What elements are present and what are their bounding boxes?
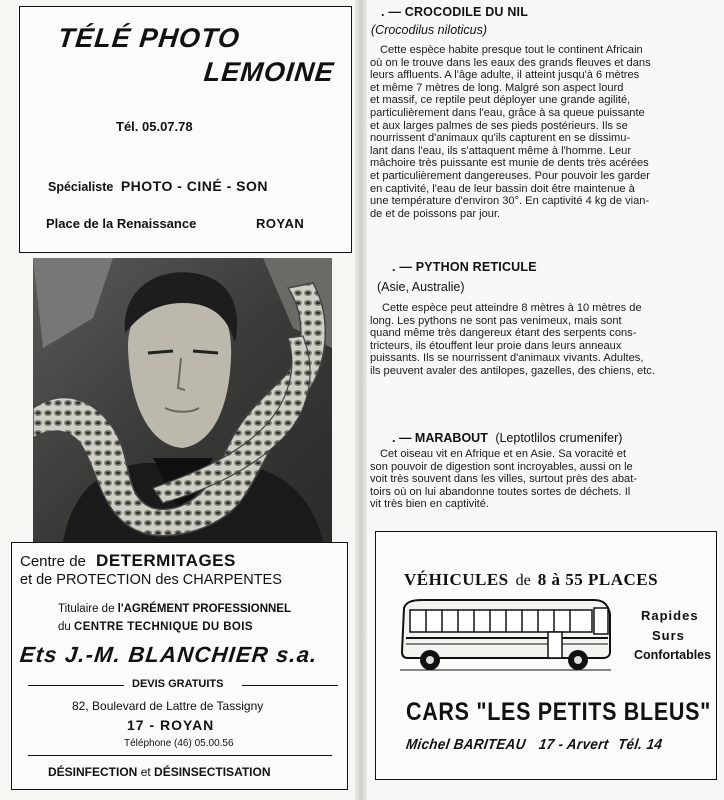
croc-line: où on le trouve dans les eaux des grands fleuves et dans <box>370 56 651 69</box>
croc-line: particulièrement dans l'eau, grâce à sa queue puissante <box>370 106 645 119</box>
ad-bus-company <box>375 531 717 780</box>
termite-bottom-rule <box>28 755 332 756</box>
termite-line1 <box>20 551 236 571</box>
termite-line2-a: PROTECTION <box>56 572 152 588</box>
bus-icon <box>398 592 613 677</box>
bus-city: 17 - Arvert <box>537 737 610 753</box>
devis-rule-right <box>242 685 338 686</box>
termite-line2-b: CHARPENTES <box>182 572 282 588</box>
marabout-text <box>370 448 707 511</box>
croc-line: de et de poissons par jour. <box>370 207 501 220</box>
croc-line: une température d'environ 30°. En captivité 4 kg de vian- <box>370 195 650 208</box>
photo-illustration <box>33 258 332 542</box>
marabout-line: son pouvoir de digestion sont incroyables, aussi on le <box>370 460 633 473</box>
termite-line2-prefix: et de <box>20 572 53 588</box>
centre-text: CENTRE TECHNIQUE DU BOIS <box>74 621 253 633</box>
specialty-prefix: Spécialiste <box>48 180 114 194</box>
footer-b: DÉSINSECTISATION <box>154 765 271 779</box>
python-line: puissants. Ils se nourrissent d'animaux vivants. Adultes, <box>370 352 644 365</box>
termite-agrement <box>58 603 291 615</box>
croc-line: nourrissent d'animaux qu'ils capturent en se dissimu- <box>370 132 631 145</box>
crocodile-text <box>370 44 707 220</box>
shop-name-line1: TÉLÉ PHOTO <box>56 23 242 53</box>
python-line: quand même très dangereux étant des serpents cons- <box>370 327 637 340</box>
devis-rule-left <box>28 685 124 686</box>
termite-address: 82, Boulevard de Lattre de Tassigny <box>72 699 264 713</box>
bus-slogan-3: Confortables <box>634 648 712 662</box>
termite-devis: DEVIS GRATUITS <box>132 678 224 690</box>
marabout-line: toirs où on lui abandonne toutes sortes de déchets. Il <box>370 485 631 498</box>
bus-company: CARS "LES PETITS BLEUS" <box>406 698 712 726</box>
python-region: (Asie, Australie) <box>377 280 465 294</box>
croc-line: Cette espèce habite presque tout le continent Africain <box>380 44 643 56</box>
termite-centre <box>58 621 253 633</box>
bus-headline <box>404 570 658 590</box>
python-text <box>370 302 707 378</box>
termite-line2 <box>20 572 282 588</box>
bus-slogan-2: Surs <box>652 628 685 643</box>
termite-line2-mid: des <box>155 572 179 588</box>
croc-line: et particulièrement dangereuses. Pour pouvoir les garder <box>370 169 650 182</box>
croc-line: mâchoire très puissante est munie de dents très acérées <box>370 157 649 170</box>
bus-headline-b: 8 à 55 PLACES <box>537 570 659 589</box>
termite-phone: Téléphone (46) 05.00.56 <box>124 738 234 749</box>
shop-city: ROYAN <box>256 216 305 231</box>
python-line: tricteurs, ils étouffent leur proie dans leurs anneaux <box>370 339 622 352</box>
croc-line: en captivité, l'eau de leur bassin doit être maintenue à <box>370 182 635 195</box>
bus-phone: Tél. 14 <box>616 737 664 753</box>
shop-specialty <box>48 178 268 194</box>
python-line: ils peuvent avaler des antilopes, gazelles, des chiens, etc. <box>370 364 655 377</box>
ad-photo-shop <box>19 6 352 253</box>
centre-prefix: du <box>58 621 71 633</box>
python-line: Cette espèce peut atteindre 8 mètres à 10 mètres de <box>382 302 642 314</box>
bus-headline-mid: de <box>515 572 531 589</box>
croc-line: leurs affluents. A l'âge adulte, il atteint jusqu'à 6 mètres <box>370 69 640 82</box>
footer-a: DÉSINFECTION <box>48 765 138 779</box>
man-with-python-photo <box>33 258 332 542</box>
termite-line1-prefix: Centre de <box>20 553 86 570</box>
termite-city: 17 - ROYAN <box>127 717 215 733</box>
marabout-line: voit très souvent dans les villes, surtout près des abat- <box>370 473 637 486</box>
marabout-line: Cet oiseau vit en Afrique et en Asie. Sa voracité et <box>380 448 627 460</box>
croc-line: et même 7 mètres de long. Malgré son aspect lourd <box>370 81 624 94</box>
marabout-line: vit très bien en captivité. <box>370 498 490 511</box>
bus-owner: Michel BARITEAU <box>404 737 527 753</box>
termite-company: Ets J.-M. BLANCHIER s.a. <box>18 642 320 667</box>
croc-line: lant dans l'eau, ils s'attaquent même à l'homme. Leur <box>370 144 632 157</box>
bus-slogan-1: Rapides <box>641 608 699 623</box>
agrement-prefix: Titulaire de <box>58 603 115 615</box>
crocodile-title: . — CROCODILE DU NIL <box>381 5 529 19</box>
croc-line: et massif, ce reptile peut déployer une grande agilité, <box>370 94 631 107</box>
footer-mid: et <box>140 765 151 779</box>
shop-name-line2: LEMOINE <box>202 57 336 87</box>
bus-contact <box>405 737 663 753</box>
crocodile-latin: (Crocodilus niloticus) <box>371 23 488 37</box>
python-title: . — PYTHON RETICULE <box>392 260 537 274</box>
page-gutter <box>355 0 367 800</box>
croc-line: et aux larges palmes de ses pieds postérieurs. Ils se <box>370 119 628 132</box>
marabout-title: . — MARABOUT <box>392 431 488 445</box>
python-line: long. Les pythons ne sont pas venimeux, mais sont <box>370 314 622 327</box>
marabout-heading <box>392 431 622 445</box>
ad-termite-treatment <box>11 542 348 790</box>
termite-line1-main: DETERMITAGES <box>96 551 236 570</box>
bus-headline-a: VÉHICULES <box>404 570 509 589</box>
termite-footer <box>48 765 271 779</box>
marabout-latin: (Leptotlilos crumenifer) <box>495 431 623 445</box>
shop-phone: Tél. 05.07.78 <box>116 119 193 134</box>
agrement-text: l'AGRÉMENT PROFESSIONNEL <box>117 603 292 615</box>
specialty-list: PHOTO - CINÉ - SON <box>120 178 269 194</box>
bus-illustration <box>398 592 613 677</box>
shop-address: Place de la Renaissance <box>46 216 197 231</box>
